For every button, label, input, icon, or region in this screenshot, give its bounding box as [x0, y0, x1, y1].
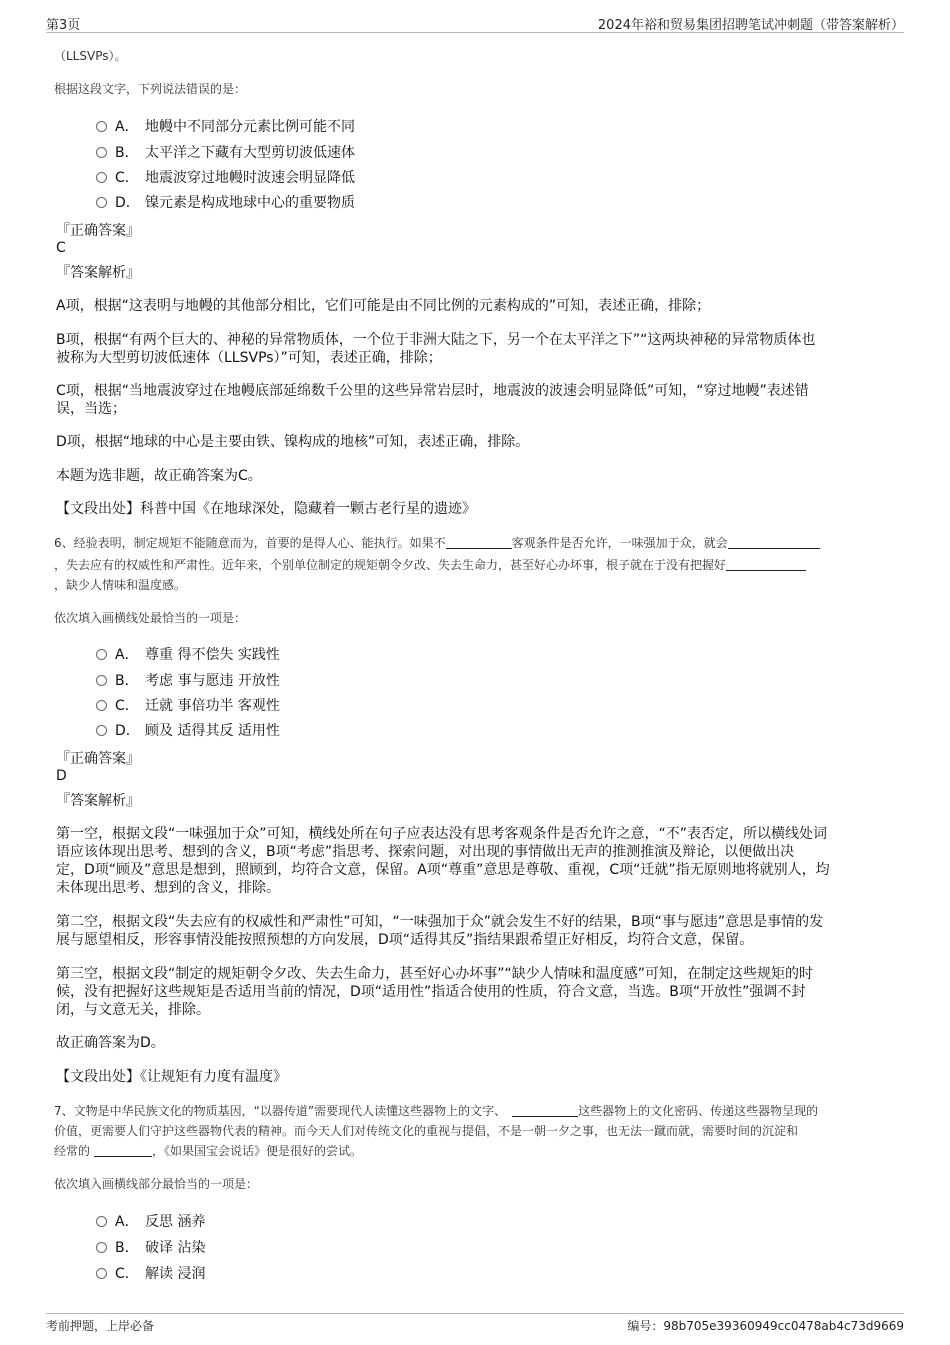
page-header [46, 14, 904, 33]
radio-icon[interactable] [96, 1216, 107, 1227]
q5-analysis-d: D项，根据“地球的中心是主要由铁、镍构成的地核”可知，表述正确，排除。 [56, 434, 530, 450]
q6-prompt: 依次填入画横线处最恰当的一项是： [54, 611, 247, 625]
q6-stem-line-1: 6、经验表明，制定规矩不能随意而为，首要的是得人心、能执行。如果不 客观条件是否允许，一味强加于众，就会 [54, 534, 820, 551]
q6-stem-line-3: ，缺少人情味和温度感。 [54, 578, 187, 592]
blank-1 [512, 1104, 578, 1117]
q5-analysis-label: 『答案解析』 [56, 265, 140, 281]
q5-option-d[interactable]: D． 镍元素是构成地球中心的重要物质 [96, 192, 355, 212]
q7-stem-line-3: 经常的 ，《如果国宝会说话》便是很好的尝试。 [54, 1144, 363, 1158]
q5-analysis-b-2: 被称为大型剪切波低速体（LLSVPs）”可知，表述正确，排除； [56, 350, 442, 366]
q6-analysis-1-2: 语应该体现出思考、想到的含义，B项“考虑”指思考、探索问题，对出现的事情做出无声的推测推演及辩论，以便做出决 [56, 844, 795, 860]
radio-icon[interactable] [96, 649, 107, 660]
q5-answer: C [56, 240, 66, 256]
q7-option-c[interactable]: C． 解读 浸润 [96, 1263, 205, 1283]
q7-stem-line-1: 7、文物是中华民族文化的物质基因，“以器传道”需要现代人读懂这些器物上的文字、 这些器物上的文化密码、传递这些器物呈现的 [54, 1104, 819, 1118]
q6-option-d[interactable]: D． 顾及 适得其反 适用性 [96, 720, 280, 740]
radio-icon[interactable] [96, 1242, 107, 1253]
q6-analysis-1-4: 未体现出思考、想到的含义，排除。 [56, 880, 280, 896]
q5-analysis-c-2: 误，当选； [56, 401, 126, 417]
q6-analysis-1-1: 第一空，根据文段“一味强加于众”可知，横线处所在句子应表达没有思考客观条件是否允许之意，“不”表否定，所以横线处词 [56, 826, 828, 842]
blank-3 [726, 558, 806, 571]
q7-option-b[interactable]: B． 破译 沾染 [96, 1237, 205, 1257]
q5-answer-label: 『正确答案』 [56, 223, 140, 239]
q6-stem-line-2: ，失去应有的权威性和严肃性。近年来，个别单位制定的规矩朝令夕改、失去生命力，甚至好心办坏事，根子就在于没有把握好 [54, 556, 806, 573]
q6-conclusion: 故正确答案为D。 [56, 1035, 165, 1051]
q6-analysis-1-3: 定，D项“顾及”意思是想到，照顾到，均符合文意，保留。A项“尊重”意思是尊敬、重视，C项“迁就”指无原则地将就别人，均 [56, 862, 830, 878]
q6-answer-label: 『正确答案』 [56, 751, 140, 767]
q7-option-a[interactable]: A． 反思 涵养 [96, 1211, 205, 1231]
q5-analysis-c-1: C项，根据“当地震波穿过在地幔底部延绵数千公里的这些异常岩层时，地震波的波速会明显降低”可知，“穿过地幔”表述错 [56, 383, 809, 399]
radio-icon[interactable] [96, 700, 107, 711]
q6-analysis-label: 『答案解析』 [56, 793, 140, 809]
q6-option-c[interactable]: C． 迁就 事倍功半 客观性 [96, 695, 280, 715]
q5-tail: （LLSVPs）。 [54, 49, 127, 63]
q5-analysis-a: A项，根据“这表明与地幔的其他部分相比，它们可能是由不同比例的元素构成的”可知，表述正确，排除； [56, 298, 711, 314]
radio-icon[interactable] [96, 147, 107, 158]
q5-conclusion: 本题为选非题，故正确答案为C。 [56, 468, 262, 484]
q6-analysis-2-1: 第二空，根据文段“失去应有的权威性和严肃性”可知，“一味强加于众”就会发生不好的结果，B项“事与愿违”意思是事情的发 [56, 914, 824, 930]
radio-icon[interactable] [96, 1268, 107, 1279]
q5-option-b[interactable]: B． 太平洋之下藏有大型剪切波低速体 [96, 142, 355, 162]
q5-option-a[interactable]: A． 地幔中不同部分元素比例可能不同 [96, 116, 355, 136]
blank-1 [446, 536, 512, 549]
radio-icon[interactable] [96, 172, 107, 183]
document-title: 2024年裕和贸易集团招聘笔试冲刺题（带答案解析） [597, 18, 904, 33]
radio-icon[interactable] [96, 197, 107, 208]
radio-icon[interactable] [96, 675, 107, 686]
q6-analysis-2-2: 展与愿望相反，形容事情没能按照预想的方向发展，D项“适得其反”指结果跟希望正好相反，均符合文意，保留。 [56, 932, 754, 948]
q6-answer: D [56, 768, 67, 784]
radio-icon[interactable] [96, 725, 107, 736]
q5-analysis-b-1: B项，根据“有两个巨大的、神秘的异常物质体，一个位于非洲大陆之下，另一个在太平洋之下”“这两块神秘的异常物质体也 [56, 332, 816, 348]
footer-slogan: 考前押题，上岸必备 [46, 1319, 155, 1333]
page-number: 第3页 [46, 18, 81, 33]
q7-prompt: 依次填入画横线部分最恰当的一项是： [54, 1177, 259, 1191]
radio-icon[interactable] [96, 121, 107, 132]
q6-analysis-3-1: 第三空，根据文段“制定的规矩朝令夕改、失去生命力，甚至好心办坏事”“缺少人情味和温度感”可知，在制定这些规矩的时 [56, 966, 814, 982]
blank-2 [94, 1144, 152, 1157]
q6-analysis-3-2: 候，没有把握好这些规矩是否适用当前的情况，D项“适用性”指适合使用的性质，符合文意，当选。B项“开放性”强调不封 [56, 984, 806, 1000]
q5-source: 【文段出处】科普中国《在地球深处，隐藏着一颗古老行星的遗迹》 [56, 501, 476, 517]
q5-option-c[interactable]: C． 地震波穿过地幔时波速会明显降低 [96, 167, 355, 187]
q7-stem-line-2: 价值，更需要人们守护这些器物代表的精神。而今天人们对传统文化的重视与提倡，不是一朝一夕之事，也无法一蹴而就，需要时间的沉淀和 [54, 1124, 799, 1138]
document-code: 编号：98b705e39360949cc0478ab4c73d9669 [627, 1319, 904, 1333]
q6-option-b[interactable]: B． 考虑 事与愿违 开放性 [96, 670, 280, 690]
q5-prompt: 根据这段文字，下列说法错误的是： [54, 82, 247, 96]
q6-option-a[interactable]: A． 尊重 得不偿失 实践性 [96, 644, 280, 664]
blank-2 [728, 536, 820, 549]
q6-source: 【文段出处】《让规矩有力度有温度》 [56, 1069, 287, 1085]
page-footer [46, 1313, 904, 1337]
q6-analysis-3-3: 闭，与文意无关，排除。 [56, 1002, 210, 1018]
